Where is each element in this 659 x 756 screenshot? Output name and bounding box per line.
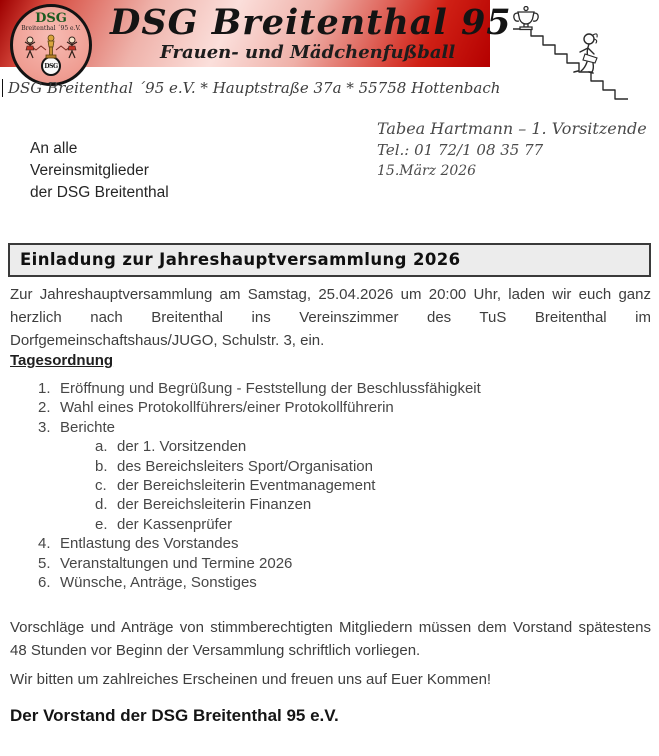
- agenda-subitem-letter: d.: [95, 496, 108, 514]
- agenda-item-text: Wahl eines Protokollführers/einer Protokollführerin: [60, 399, 394, 417]
- agenda-item-number: 5.: [38, 554, 51, 572]
- contact-block: [377, 118, 647, 181]
- agenda-item-text: Entlastung des Vorstandes: [60, 535, 239, 553]
- agenda-item: [10, 399, 630, 418]
- agenda-item-number: 6.: [38, 573, 51, 591]
- agenda-subitem-text: des Bereichsleiters Sport/Organisation: [117, 457, 373, 475]
- closing-line: Wir bitten um zahlreiches Erscheinen und freuen uns auf Euer Kommen!: [10, 671, 492, 688]
- agenda-list: [10, 380, 630, 593]
- agenda-item: [10, 535, 630, 554]
- agenda-item: [10, 555, 630, 574]
- motions-notice-paragraph: Vorschläge und Anträge von stimmberechtigten Mitgliedern müssen dem Vorstand spätestens 48 Stunden vor Beginn der Versammlung schriftlich vorliegen.: [10, 619, 651, 659]
- sender-address-line: DSG Breitenthal ´95 e.V. * Hauptstraße 37a * 55758 Hottenbach: [2, 79, 500, 97]
- intro-paragraph: Zur Jahreshauptversammlung am Samstag, 25.04.2026 um 20:00 Uhr, laden wir euch ganz herzlich nach Breitenthal ins Vereinszimmer des TuS Breitenthal im Dorfgemeinschaftshaus/JUGO, Schulstr. 3, ein.: [10, 286, 651, 349]
- agenda-subitem-letter: e.: [95, 515, 108, 533]
- recipient-line: Vereinsmitglieder: [30, 162, 149, 179]
- chairwoman-name: Tabea Hartmann – 1. Vorsitzende: [377, 119, 647, 138]
- agenda-subitem: [10, 477, 630, 496]
- agenda-item-number: 4.: [38, 535, 51, 553]
- agenda-item-number: 3.: [38, 418, 51, 436]
- recipient-line: An alle: [30, 140, 78, 157]
- recipient-line: der DSG Breitenthal: [30, 184, 169, 201]
- crest-monogram-emblem: DSG: [41, 56, 61, 76]
- recipient-block: [30, 138, 169, 204]
- agenda-subitem-text: der Kassenprüfer: [117, 515, 233, 533]
- agenda-subitem: [10, 516, 630, 535]
- signature-line: Der Vorstand der DSG Breitenthal 95 e.V.: [10, 706, 339, 725]
- agenda-item: [10, 380, 630, 399]
- club-name-title: DSG Breitenthal 95: [110, 2, 512, 43]
- club-crest-logo: [10, 4, 92, 86]
- agenda-item-text: Wünsche, Anträge, Sonstiges: [60, 573, 257, 591]
- girl-climbing-stairs-trophy-icon: [505, 6, 630, 101]
- crest-circle-text: Breitenthal ´95 e.V.: [21, 25, 81, 32]
- agenda-subitem-text: der Bereichsleiterin Finanzen: [117, 496, 312, 514]
- agenda-item-text: Veranstaltungen und Termine 2026: [60, 554, 293, 572]
- agenda-item-number: 1.: [38, 380, 51, 397]
- agenda-item-text: Eröffnung und Begrüßung - Feststellung der Beschlussfähigkeit: [60, 380, 481, 397]
- agenda-subitem: [10, 438, 630, 457]
- agenda-subitem-text: der Bereichsleiterin Eventmanagement: [117, 476, 376, 494]
- club-subtitle: Frauen- und Mädchenfußball: [160, 42, 456, 63]
- agenda-subitem: [10, 496, 630, 515]
- agenda-subitem: [10, 458, 630, 477]
- agenda-heading: Tagesordnung: [10, 352, 114, 369]
- letter-date: 15.März 2026: [377, 163, 477, 179]
- agenda-subitem-letter: b.: [95, 457, 108, 475]
- crest-dsg-text: DSG: [35, 11, 67, 26]
- agenda-subitem-letter: c.: [95, 476, 107, 494]
- agenda-item: [10, 419, 630, 438]
- invitation-title-box: Einladung zur Jahreshauptversammlung 2026: [8, 243, 651, 277]
- agenda-subitem-letter: a.: [95, 438, 108, 456]
- agenda-subitem-text: der 1. Vorsitzenden: [117, 438, 247, 456]
- agenda-item-text: Berichte: [60, 418, 116, 436]
- phone-number: Tel.: 01 72/1 08 35 77: [377, 141, 544, 159]
- agenda-item-number: 2.: [38, 399, 51, 417]
- agenda-item: [10, 574, 630, 593]
